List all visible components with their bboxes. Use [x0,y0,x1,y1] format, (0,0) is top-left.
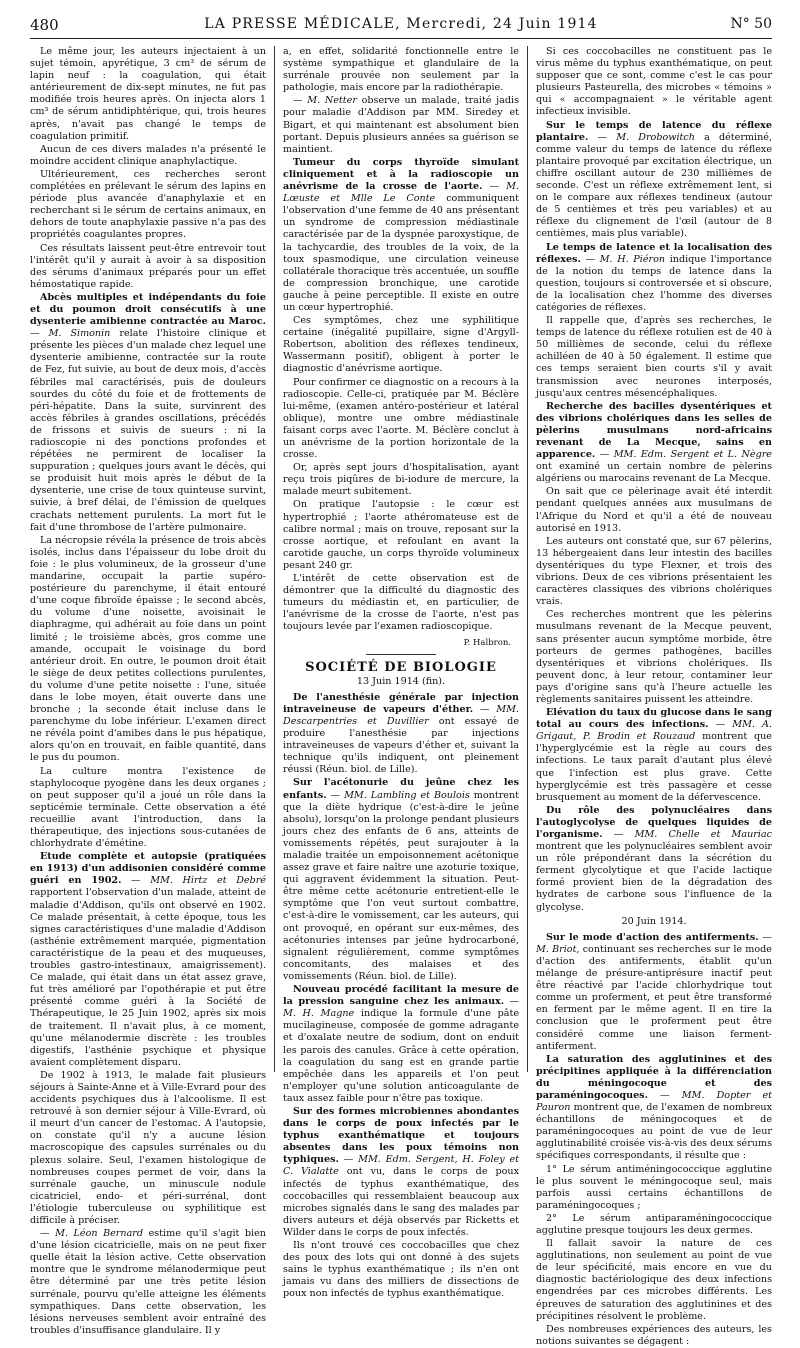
article-text: estime qu'il s'agit bien d'une lésion cicatricielle, mais on ne peut fixer quelle était la lésion active. Cette observation montre que le syndrome mélanodermique peut être déterminé par une très petite lésion surrénale, pourvu qu'elle atteigne les éléments sympathiques. Dans cette observation, les lésions nerveuses semblent avoir entraîné des troubles d'insuffisance glandulaire. Il y [30,1228,266,1336]
article: Le temps de latence et la localisation des réflexes. — M. H. Piéron indique l'importance de la notion du temps de latence dans la question, toujours si controversée et si obscure, de la localisation chez l'homme des diverses catégories de réflexes. [536,241,772,313]
paragraph: On pratique l'autopsie : le cœur est hypertrophié ; l'aorte athéromateuse est de calibre normal ; mais on trouve, reposant sur la crosse aortique, et refoulant en avant la carotide gauche, un corps thyroïde volumineux pesant 240 gr. [283,499,519,571]
article-text: a déterminé, comme valeur du temps de latence du réflexe plantaire provoqué par excitation électrique, un chiffre oscillant autour de 230 millièmes de seconde. C'est un réflexe extrêmement lent, si on le compare aux réflexes tendineux (autour de 5 centièmes et très peu variables) et au réflexe du clignement de l'œil (autour de 8 centièmes, mais plus variable). [536,131,772,240]
session-date: 20 Juin 1914. [621,915,687,927]
article-text: communiquent l'observation d'une femme de 40 ans présentant un syndrome de compression médiastinale caractérisée par de la dyspnée paroxystique, de la tachycardie, des troubles de la voix, de la toux spasmodique, une circulation veineuse collatérale thoracique très accentuée, un souffle de compression bronchique, une carotide gauche à peine perceptible. Il existe en outre un cœur hypertrophié. [283,193,519,313]
article-text: rapportent l'observation d'un malade, atteint de maladie d'Addison, qu'ils ont observé en 1902. Ce malade présentait, à cette époque, tous les signes caractéristiques d'une maladie d'Addison (asthénie extrêmement marquée, pigmentation caractéristique de la peau et des muqueuses, troubles gastro-intestinaux, amaigrissement). Ce malade, qui était dans un état assez grave, fut très amélioré par l'opothérapie et put être présenté comme guéri à la Société de Thérapeutique, le 25 Juin 1902, après six mois de traitement. Il n'avait plus, à ce moment, qu'une mélanodermie discrète : les troubles digestifs, l'asthénie psychique et physique avaient complètement disparu. [30,887,266,1068]
article: Tumeur du corps thyroïde simulant cliniquement et à la radioscopie un anévrisme de la crosse de l'aorte. — M. Lœuste et Mlle Le Conte communiquent l'observation d'une femme de 40 ans présentant un syndrome de compression médiastinale caractérisée par de la dyspnée paroxystique, de la tachycardie, des troubles de la voix, de la toux spasmodique, une circulation veineuse collatérale thoracique très accentuée, un souffle de compression bronchique, une carotide gauche à peine perceptible. Il existe en outre un cœur hypertrophié. [283,156,519,313]
paragraph: Des nombreuses expériences des auteurs, les notions suivantes se dégagent : [536,1323,772,1347]
paragraph: Il fallait savoir la nature de ces agglutinations, non seulement au point de vue de leur spécificité, mais encore en vue du diagnostic bactériologique des deux infections engendrées par ces microbes différents. Les épreuves de saturation des agglutinines et des précipitines résolvent le problème. [536,1238,772,1322]
article: Elévation du taux du glucose dans le sang total au cours des infections. — MM. A. Grigaut, P. Brodin et Rouzaud montrent que l'hyperglycémie est la règle au cours des infections. Le taux paraît d'autant plus élevé que l'infection est plus grave. Cette hyperglycémie est très passagère et cesse brusquement au moment de la défervescence. [536,707,772,803]
article: Abcès multiples et indépendants du foie et du poumon droit consécutifs à une dysenterie amibienne contractée au Maroc. — M. Simonin relate l'histoire clinique et présente les pièces d'un malade chez lequel une dysenterie amibienne, contractée sur la route de Fez, fut suivie, au bout de deux mois, d'accès fébriles mal caractérisés, puis de douleurs sourdes du côté du foie et de frottements de péri-hépatite. Dans la suite, survinrent des accès fébriles à grandes oscillations, précédés de frissons et suivis de sueurs : ni la radioscopie ni des ponctions profondes et répétées ne permirent de localiser la suppuration ; quelques jours avant le décès, qui se produisit huit mois après le début de la dysenterie, une crise de toux quinteuse survint, suivie, à bref délai, de l'émission de quelques crachats nettement purulents. La mort fut le fait d'une thrombose de l'artère pulmonaire. [30,291,266,533]
article-heading: Recherche des bacilles dysentériques et des vibrions cholériques dans les selles de pèlerins musulmans nord-africains revenant de La Mecque, sains en apparence. [536,400,772,461]
article-heading: Tumeur du corps thyroïde simulant cliniquement et à la radioscopie un anévrisme de la crosse de l'aorte. [283,156,519,193]
column-2 [283,46,519,1300]
paragraph: Ultérieurement, ces recherches seront complétées en prélevant le sérum des lapins en période plus avancée d'anaphylaxie et en recherchant si le sérum de certains animaux, en dehors de toute anaphylaxie passive n'a pas des propriétés coagulantes propres. [30,168,266,241]
article: Etude complète et autopsie (pratiquées en 1913) d'un addisonien considéré comme guéri en 1902. — MM. Hirtz et Debré rapportent l'observation d'un malade, atteint de maladie d'Addison, qu'ils ont observé en 1902. Ce malade présentait, à cette époque, tous les signes caractéristiques d'une maladie d'Addison (asthénie extrêmement marquée, pigmentation caractéristique de la peau et des muqueuses, troubles gastro-intestinaux, amaigrissement). Ce malade, qui était dans un état assez grave, fut très amélioré par l'opothérapie et put être présenté comme guéri à la Société de Thérapeutique, le 25 Juin 1902, après six mois de traitement. Il n'avait plus, à ce moment, qu'une mélanodermie discrète : les troubles digestifs, l'asthénie psychique et physique avaient complètement disparu. [30,851,266,1068]
article-text: montrent que l'hyperglycémie est la règle au cours des infections. Le taux paraît d'autant plus élevé que l'infection est plus grave. Cette hyperglycémie est très passagère et cesse brusquement au moment de la défervescence. [536,731,772,803]
running-header [30,14,772,36]
paragraph: De 1902 à 1913, le malade fait plusieurs séjours à Sainte-Anne et à Ville-Evrard pour des accidents psychiques dus à l'alcoolisme. Il est retrouvé à son dernier séjour à Ville-Evrard, où il meurt d'un cancer de l'estomac. A l'autopsie, on constate qu'il n'y a aucune lésion macroscopique des capsules surrénales ou du plexus solaire. Seul, l'examen histologique de nombreuses coupes permet de voir, dans la surrénale gauche, un minuscule nodule cicatriciel, endo- et péri-surrénal, dont l'étiologie tuberculeuse ou syphilitique est difficile à préciser. [30,1069,266,1226]
column-divider [527,46,528,1072]
paragraph: Ces symptômes, chez une syphilitique certaine (inégalité pupillaire, signe d'Argyll-Robertson, abolition des réflexes tendineux, Wassermann positif), obligent à porter le diagnostic d'anévrisme aortique. [283,315,519,375]
paragraph: La nécropsie révéla la présence de trois abcès isolés, inclus dans l'épaisseur du lobe droit du foie : le plus volumineux, de la grosseur d'une mandarine, occupait la partie supéro-postérieure du parenchyme, il était entouré d'une coque fibroïde épaisse ; le second abcès, du volume d'une noisette, avoisinait le diaphragme, qui adhérait au foie dans un point limité ; le troisième abcès, gros comme une amande, occupait le voisinage du bord antérieur droit. En outre, le poumon droit était le siège de deux petites collections purulentes, du volume d'une petite noisette : l'une, située dans le lobe moyen, était ouverte dans une bronche ; la seconde était incluse dans le parenchyme du lobe inférieur. L'examen direct ne révéla point d'amibes dans le pus hépatique, alors qu'on en trouvait, en faible quantité, dans le pus du poumon. [30,534,266,764]
paragraph: Ces résultats laissent peut-être entrevoir tout l'intérêt qu'il y aurait à avoir à sa disposition des sérums d'animaux préparés pour un effet hémostatique rapide. [30,242,266,290]
paragraph: 1° Le sérum antiméningococcique agglutine le plus souvent le méningocoque seul, mais parfois aussi certains échantillons de paraméningocoques ; [536,1163,772,1211]
column-divider [274,46,275,1072]
author: MM. Descarpentries et Duvillier [283,703,519,727]
article-text: montrent que, de l'examen de nombreux échantillons de méningocoques et de paraméningocoques au point de vue de leur agglutinabilité croisée vis-à-vis des deux sérums spécifiques correspondants, il résulte que : [536,1102,772,1162]
author: M. Lœuste et Mlle Le Conte [283,181,519,205]
header-rule [30,38,772,39]
article-heading: Sur l'acétonurie du jeûne chez les enfants. [283,777,519,801]
article: — M. Netter observe un malade, traité jadis pour maladie d'Addison par MM. Siredey et Bigart, et qui maintenant est absolument bien portant. Depuis plusieurs années sa guérison se maintient. [283,95,519,155]
paragraph: Pour confirmer ce diagnostic on a recours à la radioscopie. Celle-ci, pratiquée par M. Béclère lui-même, (examen antéro-postérieur et latéral oblique), montre une ombre médiastinale faisant corps avec l'aorte. M. Béclère conclut à un anévrisme de la portion horizontale de la crosse. [283,376,519,461]
article: La saturation des agglutinines et des précipitines appliquée à la différenciation du méningocoque et des paraméningocoques. — MM. Dopter et Pauron montrent que, de l'examen de nombreux échantillons de méningocoques et de paraméningocoques au point de vue de leur agglutinabilité croisée vis-à-vis des deux sérums spécifiques correspondants, il résulte que : [536,1053,772,1162]
article-text: observe un malade, traité jadis pour maladie d'Addison par MM. Siredey et Bigart, et qui maintenant est absolument bien portant. Depuis plusieurs années sa guérison se maintient. [283,95,519,155]
author: MM. Dopter et Pauron [536,1089,772,1114]
author: M. Léon Bernard [55,1228,144,1240]
author: M. Drobowitch [616,131,695,143]
article-text: ont examiné un certain nombre de pèlerins algériens ou marocains revenant de La Mecque. [536,461,772,485]
article-heading: Sur des formes microbiennes abondantes dans le corps de poux infectés par le typhus exanthématique et toujours absentes dans les poux témoins non typhiques. [283,1105,519,1166]
article: Sur le mode d'action des antiferments. — M. Briot, continuant ses recherches sur le mode d'action des antiferments, établit qu'un mélange de présure-antiprésure inactif peut être réactivé par l'acide chlorhydrique tout comme un proferment, et peut être transformé en ferment par le même agent. Il en tire la conclusion que le proferment peut être considéré comme une liaison ferment-antiferment. [536,931,772,1052]
issue-number: N° 50 [730,16,772,32]
column-1 [30,46,266,1336]
paragraph: 2° Le sérum antiparaméningococcique agglutine presque toujours les deux germes. [536,1212,772,1236]
paragraph: Si ces coccobacilles ne constituent pas le virus même du typhus exanthématique, on peut supposer que ce sont, comme c'est le cas pour plusieurs Pasteurella, des microbes « témoins » qui « accompagnaient » le véritable agent infectieux invisible. [536,46,772,118]
article: Sur l'acétonurie du jeûne chez les enfants. — MM. Lambling et Boulois montrent que la diète hydrique (c'est-à-dire le jeûne absolu), lorsqu'on la prolonge pendant plusieurs jours chez des enfants de 6 ans, atteints de vomissements répétés, peut surajouter à la maladie traitée un empoisonnement acétonique assez grave et faire naître une azoturie toxique, qui aggravent évidemment la situation. Peut-être même cette acétonurie entretient-elle le symptôme que l'on veut surtout combattre, c'est-à-dire le vomissement, car les auteurs, qui ont provoqué, en opérant sur eux-mêmes, des acétonuries intenses par jeûne hydrocarboné, signalent régulièrement, comme symptômes concomitants, des malaises et des vomissements (Réun. biol. de Lille). [283,777,519,982]
author: MM. Edm. Sergent, H. Foley et C. Vialatte [283,1154,519,1178]
author: MM. Edm. Sergent et L. Nègre [613,449,772,461]
author: MM. Chelle et Mauriac [634,829,772,840]
article-text: ont vu, dans le corps de poux infectés de typhus exanthématique, des coccobacilles qui ressemblaient beaucoup aux microbes signalés dans le sang des malades par divers auteurs et déjà observés par Ricketts et Wilder dans le corps de poux infectés. [283,1166,519,1238]
column-3 [536,46,772,1347]
author: M. Simonin [48,328,111,340]
article: Du rôle des polynucléaires dans l'autoglycolyse de quelques liquides de l'organisme. — MM. Chelle et Mauriac montrent que les polynucléaires semblent avoir un rôle prépondérant dans la sécrétion du ferment glycolytique et que l'acide lactique formé provient bien de la dégradation des hydrates de carbone sous l'influence de la glycolyse. [536,804,772,913]
paragraph: a, en effet, solidarité fonctionnelle entre le système sympathique et glandulaire de la surrénale prouvée non seulement par la pathologie, mais encore par la radiothérapie. [283,46,519,94]
article-heading: Sur le temps de latence du réflexe plantaire. [536,119,772,143]
author: M. H. Piéron [599,253,666,265]
article-heading: De l'anesthésie générale par injection intraveineuse de vapeurs d'éther. [283,691,519,715]
article-heading: Abcès multiples et indépendants du foie et du poumon droit consécutifs à une dysenterie amibienne contractée au Maroc. [30,291,266,328]
page-number: 480 [30,16,59,34]
journal-title: LA PRESSE MÉDICALE, Mercredi, 24 Juin 1914 [204,16,598,32]
article-heading: La saturation des agglutinines et des précipitines appliquée à la différenciation du méningocoque et des paraméningocoques. [536,1053,772,1101]
article-text: ont essayé de produire l'anesthésie par injections intraveineuses de vapeurs d'éther et, suivant la technique qu'ils indiquent, ont pleinement réussi (Réun. biol. de Lille). [283,715,519,776]
article-heading: Le temps de latence et la localisation des réflexes. [536,241,772,265]
paragraph: La culture montra l'existence de staphylocoque pyogène dans les deux organes ; on peut supposer qu'il a joué un rôle dans la septicémie terminale. Cette observation a été recueillie avant l'introduction, dans la thérapeutique, des injections sous-cutanées de chlorhydrate d'émétine. [30,765,266,850]
author: M. H. Magne [283,1008,355,1020]
paragraph: Les auteurs ont constaté que, sur 67 pèlerins, 13 hébergeaient dans leur intestin des bacilles dysentériques du type Flexner, et trois des vibrions. Deux de ces vibrions présentaient les caractères classiques des vibrions cholériques vrais. [536,535,772,608]
article-heading: Sur le mode d'action des antiferments. [546,931,759,943]
paragraph: Il rappelle que, d'après ses recherches, le temps de latence du réflexe rotulien est de 40 à 50 millièmes de seconde, celui du réflexe achilléen de 40 à 50 également. Il estime que ces temps seraient bien courts s'il y avait transmission avec neurones interposés, jusqu'aux centres mésencéphaliques. [536,315,772,399]
article: Sur des formes microbiennes abondantes dans le corps de poux infectés par le typhus exanthématique et toujours absentes dans les poux témoins non typhiques. — MM. Edm. Sergent, H. Foley et C. Vialatte ont vu, dans le corps de poux infectés de typhus exanthématique, des coccobacilles qui ressemblaient beaucoup aux microbes signalés dans le sang des malades par divers auteurs et déjà observés par Ricketts et Wilder dans le corps de poux infectés. [283,1105,519,1238]
paragraph: Or, après sept jours d'hospitalisation, ayant reçu trois piqûres de bi-iodure de mercure, la malade meurt subitement. [283,462,519,498]
author: MM. Lambling et Boulois [344,789,470,801]
paragraph: Aucun de ces divers malades n'a présenté le moindre accident clinique anaphylactique. [30,143,266,167]
article-heading: Etude complète et autopsie (pratiquées en 1913) d'un addisonien considéré comme guéri en 1902. [30,851,266,887]
section-rule [366,654,436,655]
author: MM. Hirtz et Debré [150,875,266,887]
article: — M. Léon Bernard estime qu'il s'agit bien d'une lésion cicatricielle, mais on ne peut fixer quelle était la lésion active. Cette observation montre que le syndrome mélanodermique peut être déterminé par une très petite lésion surrénale, pourvu qu'elle atteigne les éléments sympathiques. Dans cette observation, les lésions nerveuses semblent avoir entraîné des troubles d'insuffisance glandulaire. Il y [30,1228,266,1336]
author: M. Netter [307,95,357,107]
article-heading: Nouveau procédé facilitant la mesure de la pression sanguine chez les animaux. [283,984,519,1008]
paragraph: Le même jour, les auteurs injectaient à un sujet témoin, apyrétique, 3 cm³ de sérum de lapin neuf : la coagulation, qui était antérieurement de dix-sept minutes, ne fut pas modifiée trois heures après. On injecta alors 1 cm³ de sérum antidiphtérique, qui, trois heures après, n'avait pas changé le temps de coagulation primitif. [30,46,266,142]
article: Recherche des bacilles dysentériques et des vibrions cholériques dans les selles de pèlerins musulmans nord-africains revenant de La Mecque, sains en apparence. — MM. Edm. Sergent et L. Nègre ont examiné un certain nombre de pèlerins algériens ou marocains revenant de La Mecque. [536,400,772,485]
article-text: montrent que la diète hydrique (c'est-à-dire le jeûne absolu), lorsqu'on la prolonge pendant plusieurs jours chez des enfants de 6 ans, atteints de vomissements répétés, peut surajouter à la maladie traitée un empoisonnement acétonique assez grave et faire naître une azoturie toxique, qui aggravent évidemment la situation. Peut-être même cette acétonurie entretient-elle le symptôme que l'on veut surtout combattre, c'est-à-dire le vomissement, car les auteurs, qui ont provoqué, en opérant sur eux-mêmes, des acétonuries intenses par jeûne hydrocarboné, signalent régulièrement, comme symptômes concomitants, des malaises et des vomissements (Réun. biol. de Lille). [283,789,519,982]
article-heading: Elévation du taux du glucose dans le sang total au cours des infections. [536,707,772,731]
paragraph: Ils n'ont trouvé ces coccobacilles que chez des poux des lots qui ont donné à des sujets sains le typhus exanthématique ; ils n'en ont jamais vu dans des milliers de dissections de poux non infectés de typhus exanthématique. [283,1240,519,1300]
article-text: indique l'importance de la notion du temps de latence dans la question, toujours si controversée et si obscure, de la localisation chez l'homme des diverses catégories de réflexes. [536,253,772,313]
article-text: indique la formule d'une pâte mucilagineuse, composée de gomme adragante et d'oxalate neutre de sodium, dont on enduit les parois des canules. Grâce à cette opération, la coagulation du sang est en grande partie empêchée dans les appareils et l'on peut n'employer qu'une solution anticoagulante de taux assez faible pour n'être pas toxique. [283,1008,519,1104]
session-date: 13 Juin 1914 (fin). [356,675,446,687]
author: MM. A. Grigaut, P. Brodin et Rouzaud [536,719,772,743]
author: M. Briot, [536,943,580,955]
paragraph: Ces recherches montrent que les pèlerins musulmans revenant de la Mecque peuvent, sans présenter aucun symptôme morbide, être porteurs de germes pathogènes, bacilles dysentériques et vibrions cholériques. Ils peuvent donc, à leur retour, contaminer leur pays d'origine sans qu'à l'heure actuelle les règlements sanitaires puissent les atteindre. [536,609,772,705]
article: Nouveau procédé facilitant la mesure de la pression sanguine chez les animaux. — M. H. Magne indique la formule d'une pâte mucilagineuse, composée de gomme adragante et d'oxalate neutre de sodium, dont on enduit les parois des canules. Grâce à cette opération, la coagulation du sang est en grande partie empêchée dans les appareils et l'on peut n'employer qu'une solution anticoagulante de taux assez faible pour n'être pas toxique. [283,984,519,1104]
article-text: continuant ses recherches sur le mode d'action des antiferments, établit qu'un mélange de présure-antiprésure inactif peut être réactivé par l'acide chlorhydrique tout comme un proferment, et peut être transformé en ferment par le même agent. Il en tire la conclusion que le proferment peut être considéré comme une liaison ferment-antiferment. [536,943,772,1052]
article-heading: Du rôle des polynucléaires dans l'autoglycolyse de quelques liquides de l'organisme. [536,804,772,840]
signature: P. Halbron. [463,637,511,648]
article-text: relate l'histoire clinique et présente les pièces d'un malade chez lequel une dysenterie amibienne, contractée sur la route de Fez, fut suivie, au bout de deux mois, d'accès fébriles mal caractérisés, puis de douleurs sourdes du côté du foie et de frottements de péri-hépatite. Dans la suite, survinrent des accès fébriles à grandes oscillations, précédés de frissons et suivis de sueurs : ni la radioscopie ni des ponctions profondes et répétées ne permirent de localiser la suppuration ; quelques jours avant le décès, qui se produisit huit mois après le début de la dysenterie, une crise de toux quinteuse survint, suivie, à bref délai, de l'émission de quelques crachats nettement purulents. La mort fut le fait d'une thrombose de l'artère pulmonaire. [30,328,266,533]
paragraph: On sait que ce pèlerinage avait été interdit pendant quelques années aux musulmans de l'Afrique du Nord et qu'il a été de nouveau autorisé en 1913. [536,486,772,534]
article: De l'anesthésie générale par injection intraveineuse de vapeurs d'éther. — MM. Descarpentries et Duvillier ont essayé de produire l'anesthésie par injections intraveineuses de vapeurs d'éther et, suivant la technique qu'ils indiquent, ont pleinement réussi (Réun. biol. de Lille). [283,691,519,776]
section-title: SOCIÉTÉ DE BIOLOGIE [305,659,497,675]
paragraph: L'intérêt de cette observation est de démontrer que la difficulté du diagnostic des tumeurs du médiastin et, en particulier, de l'anévrisme de la crosse de l'aorte, n'est pas toujours levée par l'examen radioscopique. [283,573,519,633]
article-text: montrent que les polynucléaires semblent avoir un rôle prépondérant dans la sécrétion du ferment glycolytique et que l'acide lactique formé provient bien de la dégradation des hydrates de carbone sous l'influence de la glycolyse. [536,841,772,913]
article: Sur le temps de latence du réflexe plantaire. — M. Drobowitch a déterminé, comme valeur du temps de latence du réflexe plantaire provoqué par excitation électrique, un chiffre oscillant autour de 230 millièmes de seconde. C'est un réflexe extrêmement lent, si on le compare aux réflexes tendineux (autour de 5 centièmes et très peu variables) et au réflexe du clignement de l'œil (autour de 8 centièmes, mais plus variable). [536,119,772,240]
